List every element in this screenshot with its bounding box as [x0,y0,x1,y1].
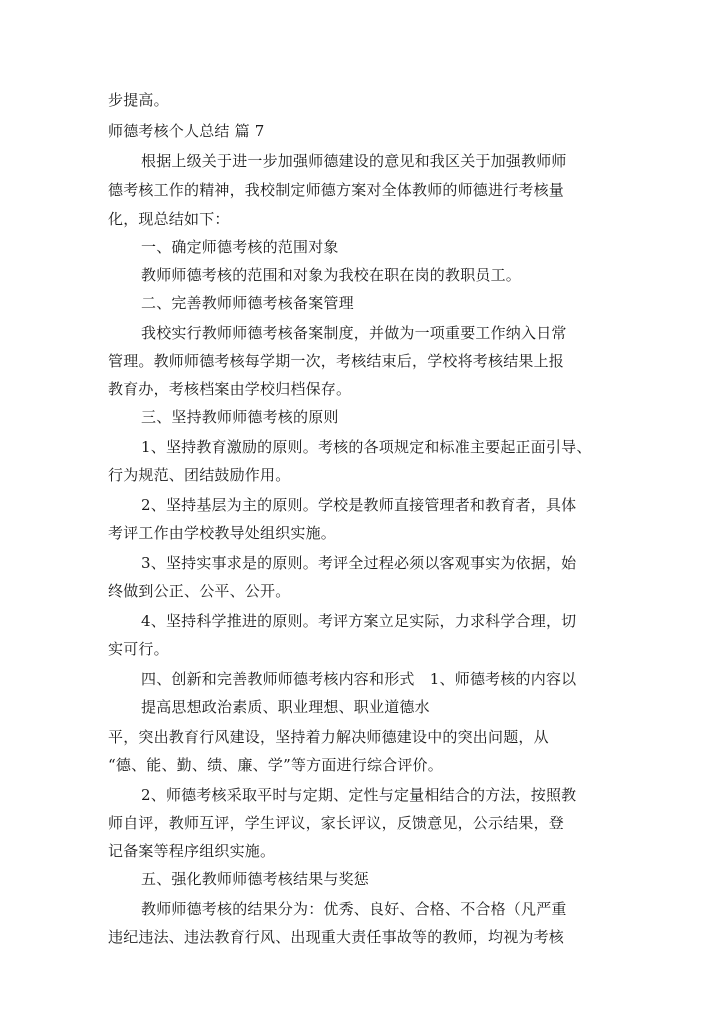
text-line-28: 五、强化教师师德考核结果与奖惩 [141,870,370,888]
text-line-18: 终做到公正、公平、公开。 [108,582,291,600]
text-line-26: 师自评，教师互评，学生评议，家长评议，反馈意见，公示结果，登 [108,814,565,832]
section-heading: 师德考核个人总结 篇 7 [108,122,265,140]
text-line-4: 德考核工作的精神，我校制定师德方案对全体教师的师德进行考核量 [108,181,565,199]
text-line-23: 平，突出教育行风建设，坚持着力解决师德建设中的突出问题，从 [108,728,549,746]
text-line-12: 三、坚持教师师德考核的原则 [141,408,339,426]
text-line-14: 行为规范、团结鼓励作用。 [108,466,291,484]
text-line-29: 教师师德考核的结果分为：优秀、良好、合格、不合格（凡严重 [141,900,567,918]
text-line-25: 2、师德考核采取平时与定期、定性与定量相结合的方法，按照教 [141,786,577,804]
text-line-5: 化，现总结如下： [108,210,230,228]
text-line-10: 管理。教师师德考核每学期一次，考核结束后，学校将考核结果上报 [108,352,565,370]
text-line-11: 教育办，考核档案由学校归档保存。 [108,380,352,398]
text-line-16: 考评工作由学校教导处组织实施。 [108,524,337,542]
text-line-15: 2、坚持基层为主的原则。学校是教师直接管理者和教育者，具体 [141,496,577,514]
text-line-17: 3、坚持实事求是的原则。考评全过程必须以客观事实为依据，始 [141,554,577,572]
text-line-21: 四、创新和完善教师师德考核内容和形式 1、师德考核的内容以 [141,670,577,688]
text-line-7: 教师师德考核的范围和对象为我校在职在岗的教职员工。 [141,266,522,284]
text-line-1: 步提高。 [108,91,169,109]
text-line-20: 实可行。 [108,640,169,658]
text-line-22: 提高思想政治素质、职业理想、职业道德水 [141,698,430,716]
text-line-30: 违纪违法、违法教育行风、出现重大责任事故等的教师，均视为考核 [108,928,565,946]
text-line-19: 4、坚持科学推进的原则。考评方案立足实际，力求科学合理，切 [141,612,577,630]
text-line-8: 二、完善教师师德考核备案管理 [141,294,354,312]
text-line-13: 1、坚持教育激励的原则。考核的各项规定和标准主要起正面引导、 [141,438,592,456]
text-line-27: 记备案等程序组织实施。 [108,842,276,860]
text-line-3: 根据上级关于进一步加强师德建设的意见和我区关于加强教师师 [141,152,567,170]
text-line-24: “德、能、勤、绩、廉、学”等方面进行综合评价。 [108,756,443,774]
text-line-9: 我校实行教师师德考核备案制度，并做为一项重要工作纳入日常 [141,324,567,342]
text-line-6: 一、确定师德考核的范围对象 [141,238,339,256]
